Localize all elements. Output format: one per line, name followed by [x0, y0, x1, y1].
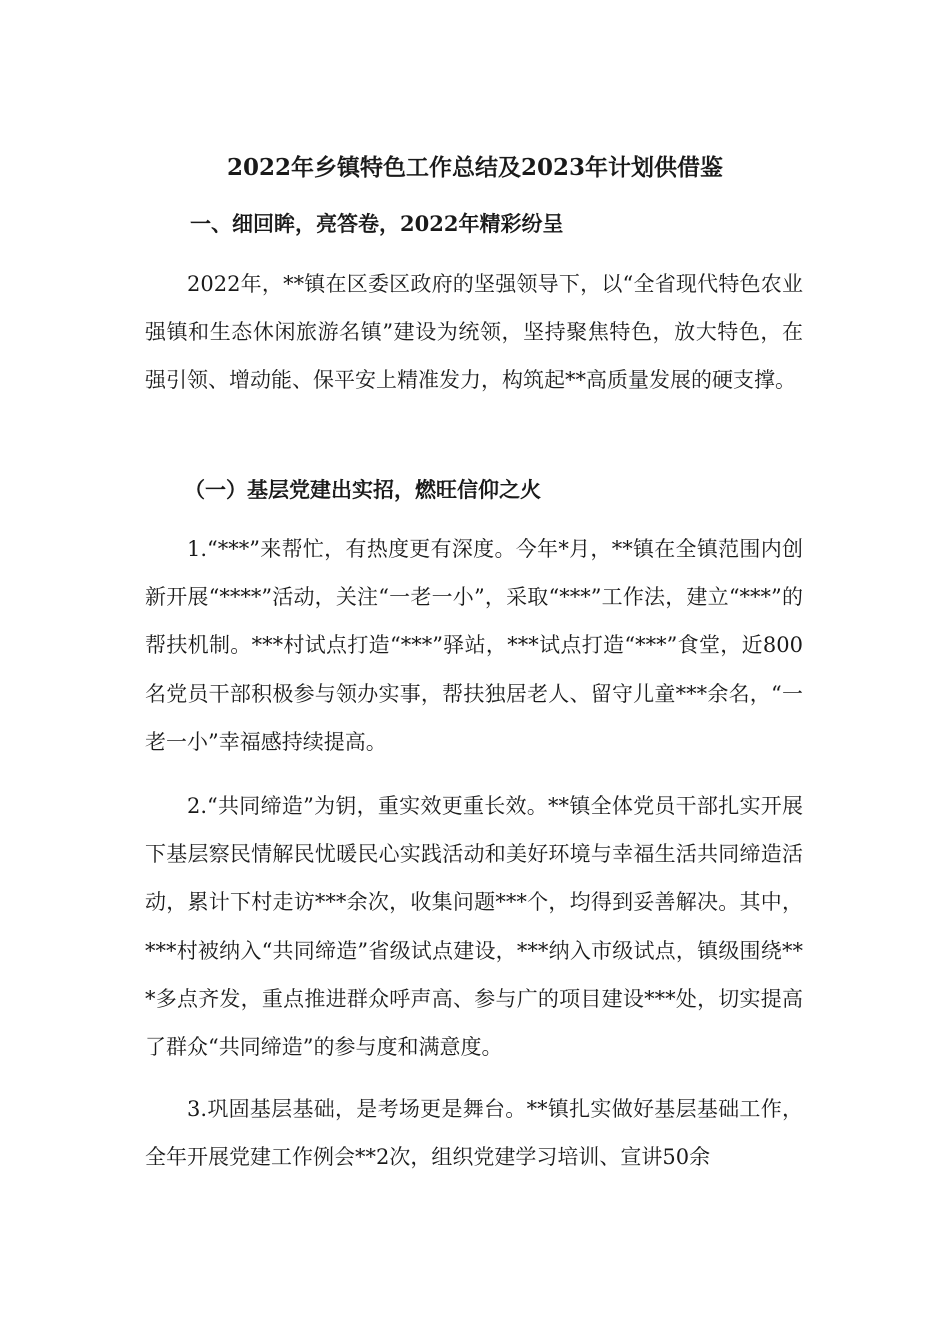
subsection-heading: （一）基层党建出实招，燃旺信仰之火	[184, 477, 541, 502]
document-title: 2022年乡镇特色工作总结及2023年计划供借鉴	[226, 154, 724, 181]
item-paragraph-2: 2.“共同缔造”为钥，重实效更重长效。**镇全体党员干部扎实开展下基层察民情解民忧暖民心实践活动和美好环境与幸福生活共同缔造活动，累计下村走访***余次，收集问题***个，均得到妥善解决。其中，***村被纳入“共同缔造”省级试点建设，***纳入市级试点，镇级围绕***多点齐发，重点推进群众呼声高、参与广的项目建设***处，切实提高了群众“共同缔造”的参与度和满意度。	[145, 794, 803, 1060]
item-paragraph-1: 1.“***”来帮忙，有热度更有深度。今年*月，**镇在全镇范围内创新开展“****”活动，关注“一老一小”，采取“***”工作法，建立“***”的帮扶机制。***村试点打造“***”驿站，***试点打造“***”食堂，近800名党员干部积极参与领办实事，帮扶独居老人、留守儿童***余名，“一老一小”幸福感持续提高。	[145, 537, 803, 754]
item-paragraph-3: 3.巩固基层基础，是考场更是舞台。**镇扎实做好基层基础工作，全年开展党建工作例会**2次，组织党建学习培训、宣讲50余	[145, 1097, 803, 1170]
section-heading: 一、细回眸，亮答卷，2022年精彩纷呈	[190, 211, 564, 236]
intro-paragraph: 2022年，**镇在区委区政府的坚强领导下，以“全省现代特色农业强镇和生态休闲旅游名镇”建设为统领，坚持聚焦特色，放大特色，在强引领、增动能、保平安上精准发力，构筑起**高质量发展的硬支撑。	[145, 272, 803, 393]
